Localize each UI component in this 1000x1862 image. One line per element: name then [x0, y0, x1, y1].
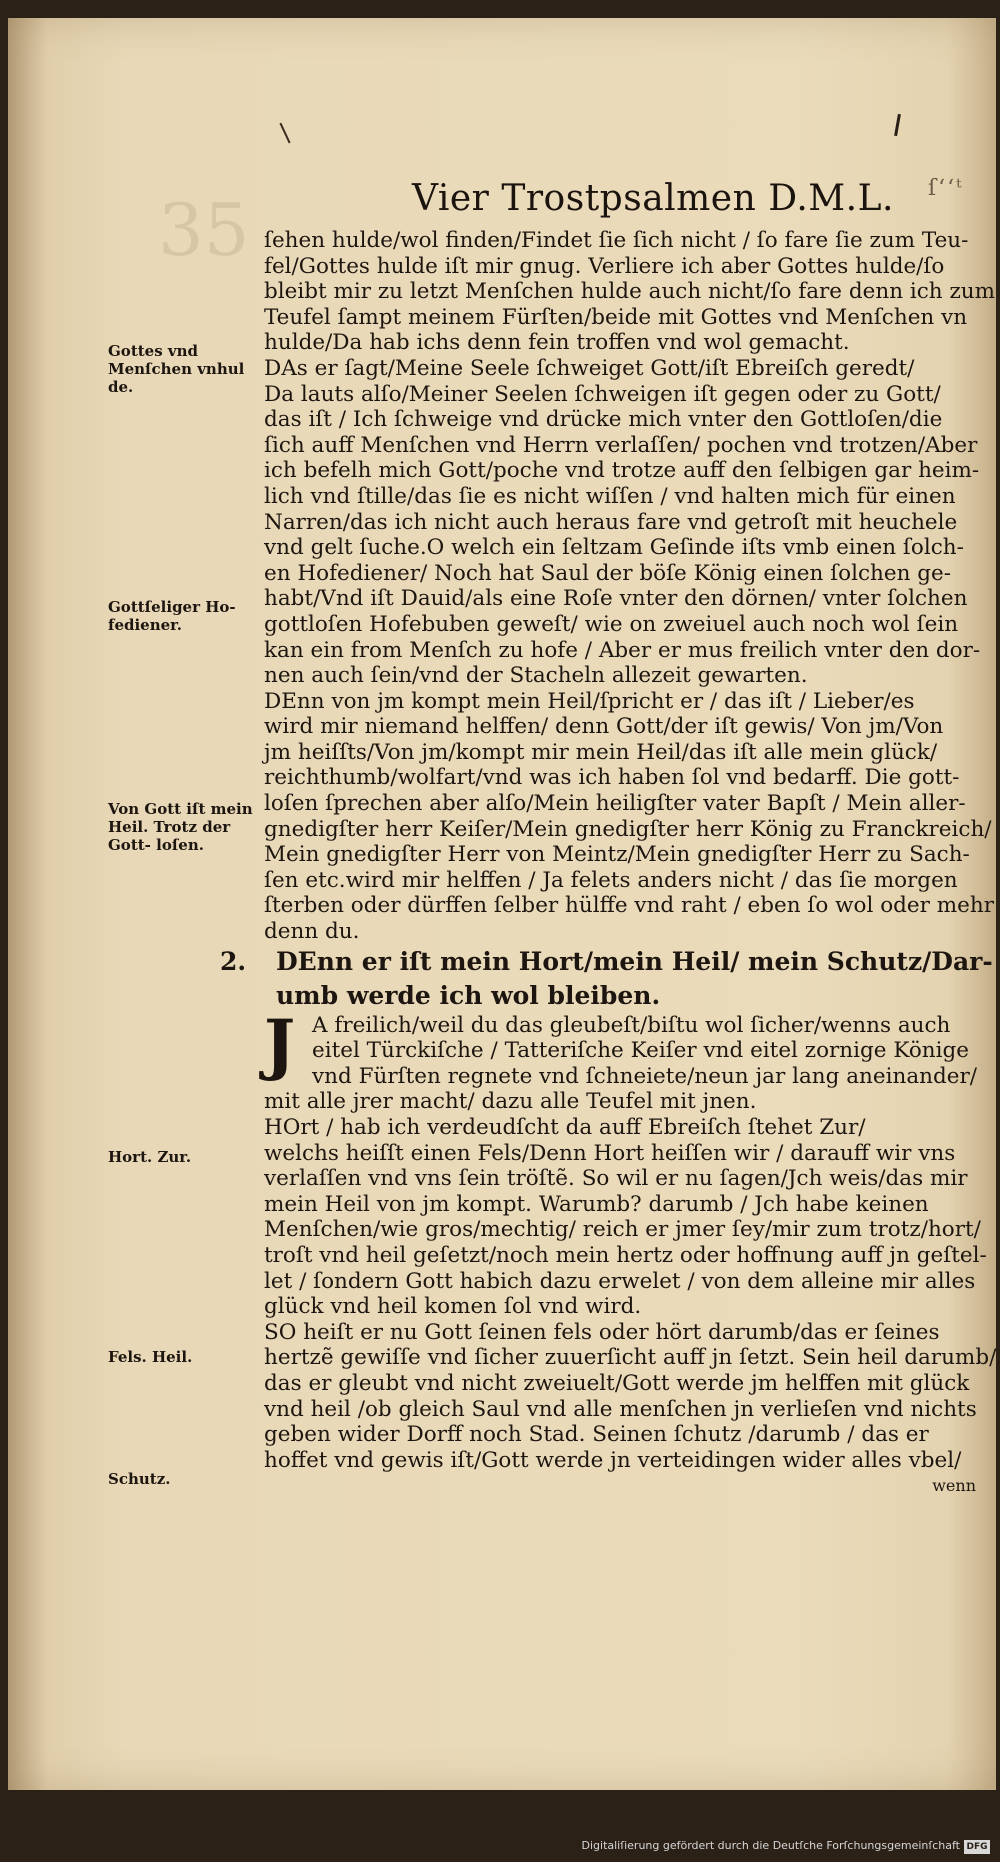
bleed-through-mark: 35 [158, 188, 250, 272]
margin-note: Gottes vnd Menſchen vnhul de. [108, 342, 245, 396]
text-line: welchs heiſſt einen Fels/Denn Hort heiſſen wir / darauff wir vns [264, 1140, 956, 1166]
text-line: verlaſſen vnd vns ſein tröſtẽ. So wil er nu ſagen/Jch weis/das mir [264, 1166, 968, 1192]
text-line: reichthumb/wolfart/vnd was ich haben ſol vnd bedarff. Die gott- [264, 765, 960, 791]
text-line: das er gleubt vnd nicht zweiuelt/Gott werde jm helffen mit glück [264, 1370, 970, 1396]
text-line: habt/Vnd iſt Dauid/als eine Roſe vnter den dörnen/ vnter ſolchen [264, 586, 968, 612]
text-line: en Hofediener/ Noch hat Saul der böſe König einen ſolchen ge- [264, 560, 952, 586]
margin-note: Fels. Heil. [108, 1348, 193, 1366]
text-line: gnedigſter herr Keiſer/Mein gnedigſter herr König zu Franckreich/ [264, 816, 992, 842]
margin-note: Von Gott iſt mein Heil. Trotz der Gott- loſen. [108, 800, 253, 854]
text-line: denn du. [264, 919, 360, 945]
text-line: HOrt / hab ich verdeudſcht da auff Ebreiſch ſtehet Zur/ [264, 1115, 866, 1140]
text-line: vnd Fürſten regnete vnd ſchneiete/neun jar lang aneinander/ [312, 1063, 977, 1089]
text-line: glück vnd heil komen ſol vnd wird. [264, 1294, 642, 1320]
text-line: Narren/das ich nicht auch heraus fare vnd getroſt mit heuchele [264, 509, 958, 535]
text-line: loſen ſprechen aber alſo/Mein heiligſter vater Bapſt / Mein aller- [264, 791, 966, 817]
verse-text: DEnn er iſt mein Hort/mein Heil/ mein Schutz/Dar- [276, 946, 993, 976]
text-line: Mein gnedigſter Herr von Meintz/Mein gnedigſter Herr zu Sach- [264, 842, 970, 868]
text-line: Menſchen/wie gros/mechtig/ reich er jmer ſey/mir zum trotz/hort/ [264, 1217, 981, 1243]
main-text-block [220, 228, 997, 1499]
text-line: hulde/Da hab ichs denn fein troffen vnd wol gemacht. [264, 330, 850, 356]
text-line: SO heiſt er nu Gott ſeinen fels oder hört darumb/das er ſeines [264, 1319, 940, 1345]
text-line: ſich auff Menſchen vnd Herrn verlaſſen/ pochen vnd trotzen/Aber [264, 432, 978, 458]
ink-mark [894, 114, 901, 136]
margin-note: Schutz. [108, 1470, 171, 1488]
text-line: eitel Türckiſche / Tatteriſche Keiſer vnd eitel zornige Könige [312, 1038, 969, 1064]
text-line: hertzẽ gewiſſe vnd ſicher zuuerſicht auff jn ſetzt. Sein heil darumb/ [264, 1345, 997, 1371]
text-line: Teufel ſampt meinem Fürſten/beide mit Gottes vnd Menſchen vn [264, 304, 968, 330]
text-line: nen auch ſein/vnd der Stacheln allezeit gewarten. [264, 663, 808, 689]
text-line: gottloſen Hofebuben geweſt/ wie on zweiuel auch noch wol ſein [264, 611, 959, 637]
text-line: DEnn von jm kompt mein Heil/ſpricht er / das iſt / Lieber/es [264, 688, 915, 714]
text-line: vnd heil /ob gleich Saul vnd alle menſchen jn verlieſen vnd nichts [264, 1396, 977, 1422]
text-line: mit alle jrer macht/ dazu alle Teufel mit jnen. [264, 1089, 757, 1115]
text-line: DAs er ſagt/Meine Seele ſchweiget Gott/iſt Ebreiſch geredt/ [264, 355, 915, 381]
verse-number: 2. [220, 946, 247, 976]
text-line: A freilich/weil du das gleubeſt/biſtu wol ſicher/wenns auch [312, 1012, 951, 1038]
text-line: lich vnd ſtille/das ſie es nicht wiſſen / vnd halten mich für einen [264, 483, 956, 509]
dropcap: J [264, 1004, 296, 1083]
running-title: Vier Trostpsalmen D.M.L. [412, 178, 894, 219]
text-line: das iſt / Ich ſchweige vnd drücke mich vnter den Gottloſen/die [264, 407, 943, 433]
viewer-footer [0, 1790, 1000, 1862]
text-line: ſen etc.wird mir helffen / Ja felets anders nicht / das ſie morgen [264, 867, 958, 893]
text-line: ſehen hulde/wol finden/Findet ſie ſich nicht / ſo fare ſie zum Teu- [264, 228, 969, 253]
verse-line [220, 945, 993, 979]
text-line: mein Heil von jm kompt. Warumb? darumb / Jch habe keinen [264, 1191, 929, 1217]
margin-note: Hort. Zur. [108, 1148, 192, 1166]
dfg-logo-icon: DFG [964, 1840, 990, 1854]
margin-note: Gottſeliger Ho- fediener. [108, 598, 236, 634]
text-line: let / ſondern Gott habich dazu erwelet / von dem alleine mir alles [264, 1268, 976, 1294]
corner-mark: ſʻʻᵗ [928, 176, 964, 201]
text-line: geben wider Dorff noch Stad. Seinen ſchutz /darumb / das er [264, 1422, 929, 1448]
text-line: vnd gelt ſuche.O welch ein ſeltzam Geſinde iſts vmb einen ſolch- [264, 535, 964, 561]
text-line: jm heiſſts/Von jm/kompt mir mein Heil/das iſt alle mein glück/ [264, 739, 938, 765]
text-line: ich befelh mich Gott/poche vnd trotze auff den ſelbigen gar heim- [264, 458, 980, 484]
text-line: ſterben oder dürffen ſelber hülffe vnd raht / eben ſo wol oder mehr [264, 893, 994, 919]
paragraph-with-dropcap [264, 1004, 977, 1115]
text-line: fel/Gottes hulde iſt mir gnug. Verliere ich aber Gottes hulde/ſo [264, 253, 945, 279]
text-line: troſt vnd heil geſetzt/noch mein hertz oder hoffnung auff jn geſtel- [264, 1242, 987, 1268]
book-page [8, 18, 996, 1790]
catchword: wenn [932, 1476, 976, 1496]
text-line: kan ein from Menſch zu hofe / Aber er mus freilich vnter den dor- [264, 637, 981, 663]
ink-mark [279, 123, 290, 144]
text-line: bleibt mir zu letzt Menſchen hulde auch nicht/ſo fare denn ich zum [264, 279, 996, 305]
verse-line: umb werde ich wol bleiben. [276, 980, 661, 1010]
text-line: hoffet vnd gewis iſt/Gott werde jn verteidingen wider alles vbel/ [264, 1447, 962, 1473]
text-line: Da lauts alſo/Meiner Seelen ſchweigen iſt gegen oder zu Gott/ [264, 381, 941, 407]
funding-credit: Digitaliſierung gefördert durch die Deutſche Forſchungsgemeinſchaft [581, 1839, 960, 1852]
text-line: wird mir niemand helffen/ denn Gott/der iſt gewis/ Von jm/Von [264, 714, 944, 740]
